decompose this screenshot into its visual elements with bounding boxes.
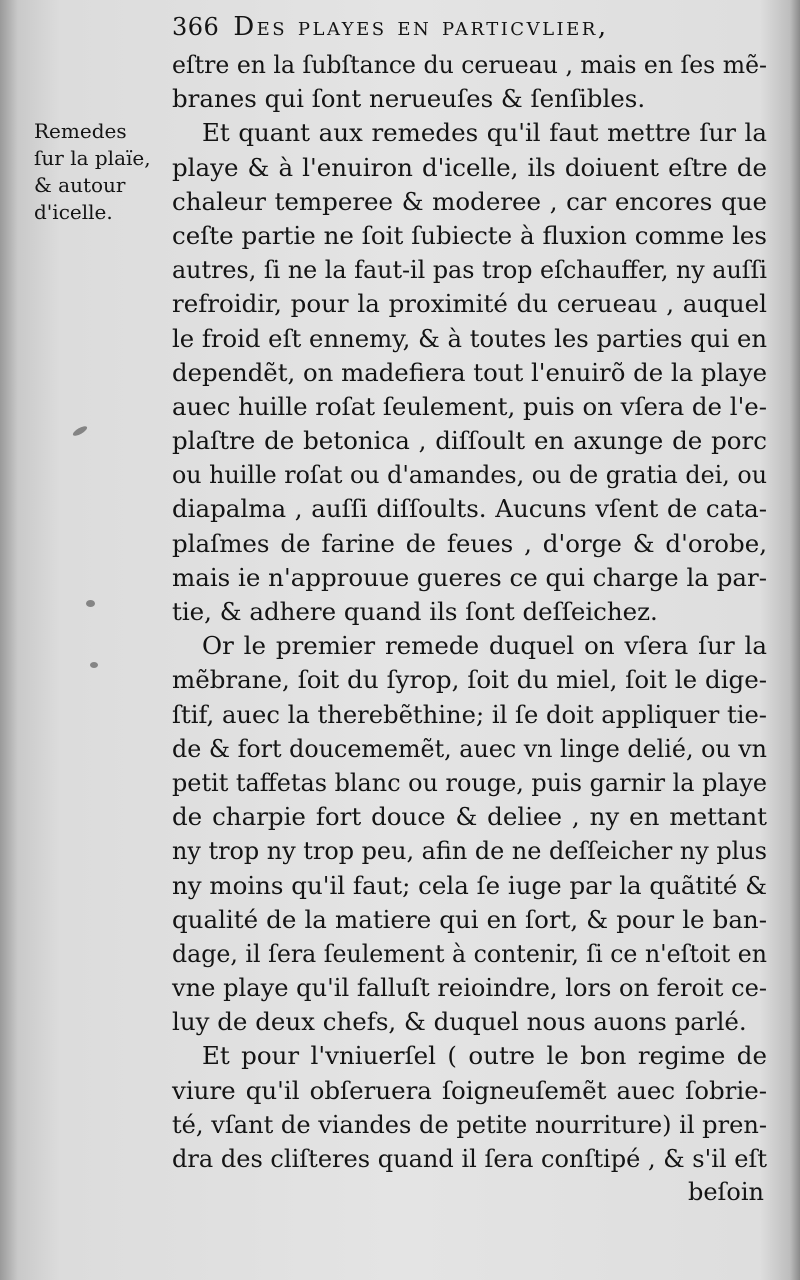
text-line: chaleur temperee & moderee , car encores que xyxy=(172,186,767,216)
text-line: dependẽt, on madefiera tout l'enuirõ de la playe xyxy=(172,357,767,387)
text-line: diapalma , auſſi diſſoults. Aucuns vſent de cata- xyxy=(172,494,767,524)
text-line: ceſte partie ne ſoit ſubiecte à fluxion comme les xyxy=(172,220,767,250)
text-line: plaſmes de farine de feues , d'orge & d'orobe, xyxy=(172,528,767,558)
text-line: de charpie fort douce & deliee , ny en mettant xyxy=(172,802,767,832)
text-line: ny trop ny trop peu, afin de ne deſſeicher ny plus xyxy=(172,836,767,866)
ink-stain xyxy=(90,662,98,668)
text-line: autres, ſi ne la faut-il pas trop eſchauffer, ny auſſi xyxy=(172,255,767,285)
text-line: refroidir, pour la proximité du cerueau , auquel xyxy=(172,289,767,319)
text-line: branes qui ſont nerueuſes & ſenſibles. xyxy=(172,84,646,114)
running-header xyxy=(172,12,772,42)
text-line: dra des cliſteres quand il ſera conſtipé , & s'il eſt xyxy=(172,1144,767,1173)
text-line: playe & à l'enuiron d'icelle, ils doiuent eſtre de xyxy=(172,152,767,182)
text-line: qualité de la matiere qui en ſort, & pour le ban- xyxy=(172,904,767,934)
text-line: petit taffetas blanc ou rouge, puis garnir la playe xyxy=(172,767,767,797)
text-line: tie, & adhere quand ils ſont deſſeichez. xyxy=(172,597,658,626)
text-line: Et quant aux remedes qu'il faut mettre ſur la xyxy=(202,118,767,148)
ink-stain xyxy=(72,424,89,437)
ink-stain xyxy=(86,600,95,607)
text-line: viure qu'il obſeruera ſoigneuſemẽt auec ſobrie- xyxy=(172,1075,767,1105)
text-line: mẽbrane, ſoit du ſyrop, ſoit du miel, ſoit le dige- xyxy=(172,665,767,695)
text-line: eſtre en la ſubſtance du cerueau , mais en ſes mẽ- xyxy=(172,50,767,79)
text-line: ou huille roſat ou d'amandes, ou de gratia dei, ou xyxy=(172,460,767,490)
catchword: beſoin xyxy=(687,1178,764,1206)
text-line: plaſtre de betonica , diſſoult en axunge de porc xyxy=(172,426,767,456)
text-line: té, vſant de viandes de petite nourriture) il pren- xyxy=(172,1109,767,1139)
text-line: ſtif, auec la therebẽthine; il ſe doit appliquer tie- xyxy=(172,699,767,729)
text-line: dage, il ſera ſeulement à contenir, ſi ce n'eſtoit en xyxy=(172,938,767,968)
running-title: Des playes en particvlier, xyxy=(233,12,609,42)
text-line: le froid eſt ennemy, & à toutes les parties qui en xyxy=(172,323,767,353)
text-line: ny moins qu'il faut; cela ſe iuge par la quãtité & xyxy=(172,870,767,900)
marginal-note xyxy=(34,118,164,226)
text-line: vne playe qu'il falluſt reioindre, lors on feroit ce- xyxy=(172,973,767,1003)
body-text xyxy=(172,48,767,1176)
text-line: auec huille roſat ſeulement, puis on vſera de l'e- xyxy=(172,391,767,421)
text-line: Or le premier remede duquel on vſera ſur la xyxy=(202,631,767,661)
margin-note-line: & autour xyxy=(34,173,126,197)
margin-note-line: Remedes xyxy=(34,119,127,143)
page-number: 366 xyxy=(172,13,220,41)
margin-note-line: d'icelle. xyxy=(34,200,113,224)
text-line: Et pour l'vniuerſel ( outre le bon regime de xyxy=(202,1041,767,1071)
margin-note-line: ſur la plaïe, xyxy=(34,146,151,170)
text-line: de & fort doucememẽt, auec vn linge delié, ou vn xyxy=(172,733,767,763)
text-line: luy de deux chefs, & duquel nous auons parlé. xyxy=(172,1007,747,1037)
text-line: mais ie n'approuue gueres ce qui charge la par- xyxy=(172,562,767,592)
